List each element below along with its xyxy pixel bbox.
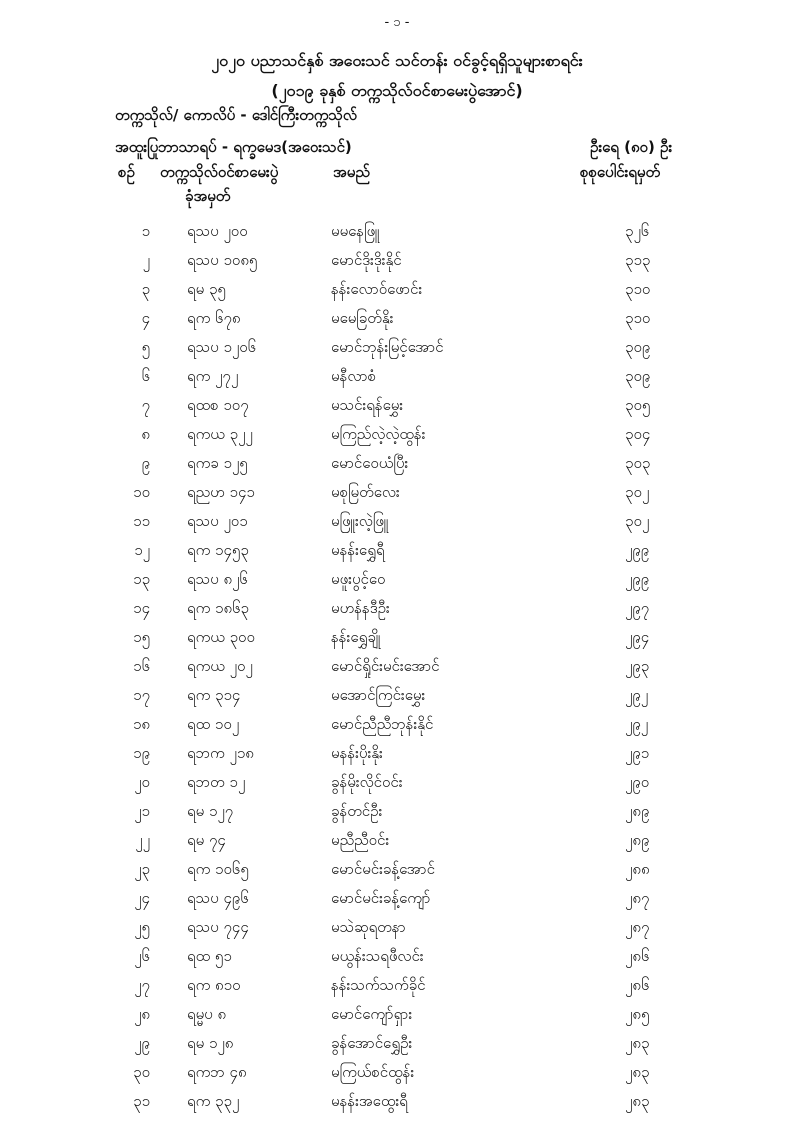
total-mark: ၃၂၆ [625, 222, 650, 240]
roll-number: ရက ၃၃၂ [187, 1092, 240, 1110]
total-mark: ၃၁၀ [625, 280, 651, 298]
page-number: - ၁ - [384, 15, 410, 30]
roll-number: ရကယ ၂၀၂ [187, 657, 253, 675]
roll-number: ရကယ ၃၂၂ [187, 425, 253, 443]
table-row [0, 1005, 794, 1034]
student-name: မဖူးပွင့်ဝေ [331, 570, 386, 588]
student-name: မဟန်နဒီဦး [331, 599, 390, 617]
table-row [0, 222, 794, 251]
student-name: မောင်ညီညီဘုန်းနိုင် [331, 715, 434, 733]
total-mark: ၂၈၃ [625, 1034, 650, 1052]
table-row [0, 1063, 794, 1092]
total-mark: ၂၈၇ [625, 918, 650, 936]
roll-number: ရမ ၃၅ [187, 280, 226, 298]
roll-number: ရမ္မပ ၈ [187, 1005, 227, 1023]
roll-number: ရဘက ၂၁၈ [187, 744, 254, 762]
row-number: ၁၁ [133, 512, 150, 530]
student-name: မမနေဖြူ [331, 222, 380, 240]
document-title: ၂၀၂၀ ပညာသင်နှစ် အဝေးသင် သင်တန်း ဝင်ခွင့်ရရှိသူများစာရင်း [211, 51, 583, 70]
total-mark: ၃၀၃ [625, 454, 651, 472]
row-number: ၁၅ [133, 628, 150, 646]
student-list [0, 222, 794, 1121]
roll-number: ရသပ ၇၄၄ [187, 918, 249, 936]
row-number: ၃၁ [133, 1092, 150, 1110]
row-number: ၃ [141, 280, 150, 298]
roll-number: ရက ၂၇၂ [187, 367, 239, 385]
total-mark: ၂၉၁ [625, 744, 650, 762]
row-number: ၁၇ [133, 686, 150, 704]
row-number: ၁၃ [133, 570, 150, 588]
table-row [0, 1034, 794, 1063]
student-name: မအောင်ကြင်းမွှေး [331, 686, 426, 704]
total-mark: ၃၁၃ [625, 251, 651, 269]
student-name: မညီညီဝင်း [331, 831, 390, 849]
table-row [0, 280, 794, 309]
table-row [0, 338, 794, 367]
roll-number: ရထ ၅၁ [187, 947, 232, 965]
roll-number: ရက ၁၀၆၅ [187, 860, 249, 878]
student-name: မနီလာစံ [331, 367, 376, 385]
total-mark: ၂၈၉ [625, 802, 650, 820]
total-mark: ၂၈၃ [625, 1063, 650, 1081]
table-row [0, 773, 794, 802]
row-number: ၂၈ [134, 1005, 150, 1023]
student-name: မသင်းရန်မွှေး [331, 396, 404, 414]
total-mark: ၃၀၂ [625, 483, 650, 501]
total-mark: ၂၉၄ [625, 628, 650, 646]
row-number: ၁ [141, 222, 150, 240]
table-row [0, 483, 794, 512]
row-number: ၁၄ [133, 599, 150, 617]
row-number: ၂၁ [134, 802, 150, 820]
table-row [0, 367, 794, 396]
student-name: ခွန်အောင်ရွှေဦး [331, 1034, 413, 1052]
row-number: ၄ [141, 309, 150, 327]
table-row [0, 251, 794, 280]
roll-number: ရက ၃၁၄ [187, 686, 241, 704]
roll-number: ရကခ ၁၂၅ [187, 454, 248, 472]
column-header-roll-line2: ခုံအမှတ် [185, 187, 231, 205]
total-mark: ၂၉၂ [625, 686, 649, 704]
total-mark: ၃၀၉ [625, 367, 651, 385]
total-mark: ၂၈၆ [625, 947, 650, 965]
roll-number: ရထစ ၁၀၇ [187, 396, 249, 414]
row-number: ၂၀ [134, 773, 150, 791]
roll-number: ရက ၁၈၆၃ [187, 599, 249, 617]
student-name: မကြယ်စင်ထွန်း [331, 1063, 415, 1081]
roll-number: ရသပ ၄၉၆ [187, 889, 249, 907]
document-subtitle: (၂၀၁၉ ခုနှစ် တက္ကသိုလ်ဝင်စာမေးပွဲအောင်) [271, 81, 523, 100]
roll-number: ရသပ ၁၀၈၅ [187, 251, 258, 269]
student-name: ခွန်မိုးလိုင်ဝင်း [331, 773, 403, 791]
student-name: ခွန်တင်ဦး [331, 802, 383, 820]
roll-number: ရမ ၁၂၈ [187, 1034, 234, 1052]
student-name: နန်းသက်သက်ခိုင် [331, 976, 426, 994]
student-name: မကြည်လဲ့လဲ့ထွန်း [331, 425, 426, 443]
roll-number: ရဘတ ၁၂ [187, 773, 246, 791]
total-mark: ၂၈၉ [625, 831, 650, 849]
row-number: ၁၉ [133, 744, 150, 762]
total-mark: ၂၉၃ [625, 657, 650, 675]
row-number: ၁၀ [133, 483, 150, 501]
table-row [0, 686, 794, 715]
row-number: ၂၉ [134, 1034, 150, 1052]
table-row [0, 1092, 794, 1121]
student-name: မယွန်းသရဖီလင်း [331, 947, 424, 965]
table-row [0, 657, 794, 686]
university-line: တက္ကသိုလ်/ ကောလိပ် - ဒေါင်ကြီးတက္ကသိုလ် [115, 106, 357, 124]
student-name: နန်းရွှေချို [331, 628, 381, 646]
roll-number: ရညဟ ၁၄၁ [187, 483, 255, 501]
student-name: မစုမြတ်လေး [331, 483, 400, 501]
column-header-name: အမည် [333, 163, 370, 181]
table-row [0, 628, 794, 657]
row-number: ၂၆ [134, 947, 150, 965]
row-number: ၂၇ [134, 976, 150, 994]
total-mark: ၂၉၇ [625, 599, 650, 617]
total-mark: ၃၀၂ [625, 512, 650, 530]
table-row [0, 918, 794, 947]
student-name: မမေခြတ်နိုး [331, 309, 394, 327]
region-label: အထူးပြုဘာသာရပ် - ရက္ခမေဒ(အဝေးသင်) [115, 138, 352, 156]
roll-number: ရက ၆၇၈ [187, 309, 241, 327]
table-row [0, 715, 794, 744]
total-mark: ၂၈၇ [625, 889, 650, 907]
row-number: ၁၂ [134, 541, 150, 559]
total-mark: ၂၉၀ [625, 773, 650, 791]
student-name: မသဲဆုရတနာ [331, 918, 406, 936]
student-name: မနန်းပိုးနိုး [331, 744, 383, 762]
row-number: ၇ [141, 396, 150, 414]
table-row [0, 541, 794, 570]
table-row [0, 802, 794, 831]
student-name: မောင်ရှိုင်းမင်းအောင် [331, 657, 440, 675]
row-number: ၆ [141, 367, 150, 385]
table-row [0, 309, 794, 338]
total-mark: ၂၈၅ [625, 1005, 650, 1023]
table-row [0, 831, 794, 860]
total-mark: ၃၀၄ [625, 425, 651, 443]
row-number: ၅ [141, 338, 150, 356]
row-number: ၉ [141, 454, 150, 472]
table-row [0, 860, 794, 889]
table-row [0, 947, 794, 976]
table-row [0, 744, 794, 773]
roll-number: ရသပ ၁၂၀၆ [187, 338, 257, 356]
table-row [0, 976, 794, 1005]
row-number: ၁၆ [133, 657, 150, 675]
student-name: မောင်ကျော်ရှား [331, 1005, 413, 1023]
row-number: ၁၈ [132, 715, 150, 733]
roll-number: ရထ ၁၀၂ [187, 715, 240, 733]
row-number: ၂၅ [134, 918, 150, 936]
total-mark: ၃၀၉ [625, 338, 651, 356]
roll-number: ရက ၁၄၅၃ [187, 541, 249, 559]
table-row [0, 512, 794, 541]
total-mark: ၂၈၆ [625, 976, 650, 994]
row-number: ၂ [142, 251, 150, 269]
table-row [0, 889, 794, 918]
roll-number: ရကယ ၃၀၀ [187, 628, 255, 646]
student-name: မဖြူးလဲ့ဖြူ [331, 512, 389, 530]
table-row [0, 570, 794, 599]
total-mark: ၃၁၀ [625, 309, 651, 327]
row-number: ၃၀ [133, 1063, 150, 1081]
roll-number: ရသပ ၂၀၀ [187, 222, 248, 240]
total-mark: ၂၉၂ [625, 715, 649, 733]
row-number: ၈ [141, 425, 150, 443]
row-number: ၂၄ [134, 889, 150, 907]
student-name: မနန်းရွှေရီ [331, 541, 385, 559]
total-mark: ၂၉၉ [625, 570, 650, 588]
student-name: မောင်မင်းခန့်ကျော် [331, 889, 431, 907]
student-name: မောင်ဒိုးဒိုးနိုင် [331, 251, 402, 269]
roll-number: ရမ ၇၄ [187, 831, 226, 849]
roll-number: ရသပ ၂၀၁ [187, 512, 248, 530]
roll-number: ရသပ ၈၂၆ [187, 570, 248, 588]
table-row [0, 454, 794, 483]
total-mark: ၂၈၈ [625, 860, 650, 878]
student-name: မောင်ဘုန်းမြင့်အောင် [331, 338, 444, 356]
column-header-roll: တက္ကသိုလ်ဝင်စာမေးပွဲ [160, 163, 279, 181]
row-number: ၂၂ [135, 831, 150, 849]
column-header-no: စဉ် [118, 163, 135, 181]
roll-number: ရကဘ ၄၈ [187, 1063, 247, 1081]
roll-number: ရမ ၁၂၇ [187, 802, 234, 820]
total-mark: ၂၈၃ [625, 1092, 650, 1110]
table-row [0, 599, 794, 628]
column-header-mark: စုစုပေါင်းရမှတ် [580, 163, 661, 181]
student-name: မောင်မင်းခန့်အောင် [331, 860, 435, 878]
total-mark: ၂၉၉ [625, 541, 650, 559]
count-label: ဦးရေ (၈၀) ဦး [590, 138, 673, 156]
row-number: ၂၃ [134, 860, 150, 878]
table-row [0, 396, 794, 425]
student-name: မောင်ဝေယံပြီး [331, 454, 409, 472]
student-name: နန်းလောဝ်ဖောင်း [331, 280, 423, 298]
total-mark: ၃၀၅ [625, 396, 651, 414]
table-row [0, 425, 794, 454]
roll-number: ရက ၈၁၀ [187, 976, 241, 994]
student-name: မနန်းအထွေးရီ [331, 1092, 408, 1110]
